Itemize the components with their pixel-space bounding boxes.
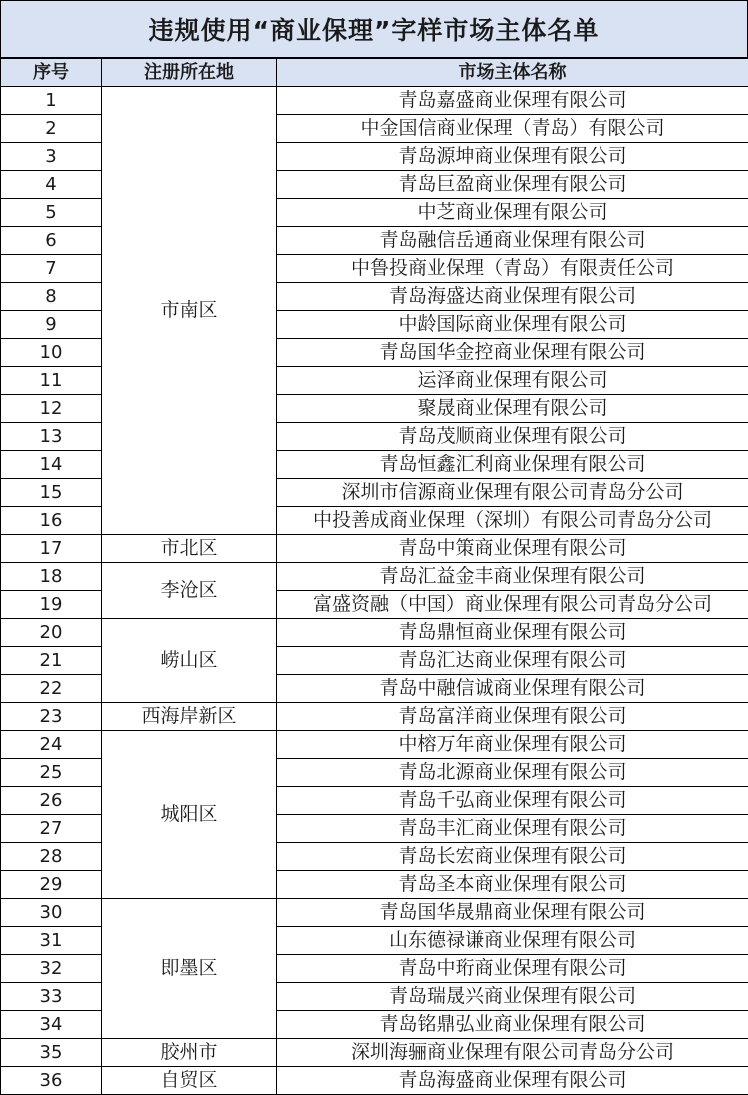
cell-seq[interactable]: 25 bbox=[1, 759, 102, 787]
cell-area[interactable]: 自贸区 bbox=[102, 1067, 277, 1095]
cell-entity-name[interactable]: 青岛瑞晟兴商业保理有限公司 bbox=[277, 983, 748, 1011]
cell-seq[interactable]: 18 bbox=[1, 563, 102, 591]
cell-entity-name[interactable]: 聚晟商业保理有限公司 bbox=[277, 395, 748, 423]
table-row bbox=[1, 619, 748, 647]
cell-entity-name[interactable]: 山东德禄谦商业保理有限公司 bbox=[277, 927, 748, 955]
cell-entity-name[interactable]: 青岛源坤商业保理有限公司 bbox=[277, 143, 748, 171]
cell-seq[interactable]: 28 bbox=[1, 843, 102, 871]
cell-area[interactable]: 即墨区 bbox=[102, 899, 277, 1039]
cell-seq[interactable]: 16 bbox=[1, 507, 102, 535]
cell-area[interactable]: 崂山区 bbox=[102, 619, 277, 703]
cell-seq[interactable]: 30 bbox=[1, 899, 102, 927]
cell-entity-name[interactable]: 中鲁投商业保理（青岛）有限责任公司 bbox=[277, 255, 748, 283]
cell-seq[interactable]: 31 bbox=[1, 927, 102, 955]
cell-entity-name[interactable]: 青岛铭鼎弘业商业保理有限公司 bbox=[277, 1011, 748, 1039]
cell-seq[interactable]: 11 bbox=[1, 367, 102, 395]
cell-seq[interactable]: 9 bbox=[1, 311, 102, 339]
cell-entity-name[interactable]: 深圳海骊商业保理有限公司青岛分公司 bbox=[277, 1039, 748, 1067]
cell-seq[interactable]: 5 bbox=[1, 199, 102, 227]
cell-seq[interactable]: 23 bbox=[1, 703, 102, 731]
cell-seq[interactable]: 13 bbox=[1, 423, 102, 451]
cell-entity-name[interactable]: 中芝商业保理有限公司 bbox=[277, 199, 748, 227]
cell-entity-name[interactable]: 青岛鼎恒商业保理有限公司 bbox=[277, 619, 748, 647]
table-row bbox=[1, 1039, 748, 1067]
cell-entity-name[interactable]: 青岛嘉盛商业保理有限公司 bbox=[277, 87, 748, 115]
cell-seq[interactable]: 29 bbox=[1, 871, 102, 899]
cell-entity-name[interactable]: 青岛恒鑫汇利商业保理有限公司 bbox=[277, 451, 748, 479]
cell-entity-name[interactable]: 青岛富洋商业保理有限公司 bbox=[277, 703, 748, 731]
cell-seq[interactable]: 24 bbox=[1, 731, 102, 759]
cell-seq[interactable]: 26 bbox=[1, 787, 102, 815]
cell-entity-name[interactable]: 青岛长宏商业保理有限公司 bbox=[277, 843, 748, 871]
cell-seq[interactable]: 8 bbox=[1, 283, 102, 311]
cell-entity-name[interactable]: 青岛中融信诚商业保理有限公司 bbox=[277, 675, 748, 703]
header-row bbox=[1, 59, 748, 87]
cell-seq[interactable]: 32 bbox=[1, 955, 102, 983]
cell-area[interactable]: 西海岸新区 bbox=[102, 703, 277, 731]
header-area[interactable]: 注册所在地 bbox=[102, 59, 277, 87]
cell-entity-name[interactable]: 青岛海盛达商业保理有限公司 bbox=[277, 283, 748, 311]
table-body bbox=[1, 87, 748, 1095]
header-seq[interactable]: 序号 bbox=[1, 59, 102, 87]
header-name[interactable]: 市场主体名称 bbox=[277, 59, 748, 87]
cell-seq[interactable]: 35 bbox=[1, 1039, 102, 1067]
cell-seq[interactable]: 7 bbox=[1, 255, 102, 283]
cell-entity-name[interactable]: 青岛圣本商业保理有限公司 bbox=[277, 871, 748, 899]
cell-seq[interactable]: 20 bbox=[1, 619, 102, 647]
cell-entity-name[interactable]: 青岛国华晟鼎商业保理有限公司 bbox=[277, 899, 748, 927]
cell-area[interactable]: 城阳区 bbox=[102, 731, 277, 899]
cell-seq[interactable]: 36 bbox=[1, 1067, 102, 1095]
cell-seq[interactable]: 3 bbox=[1, 143, 102, 171]
cell-seq[interactable]: 14 bbox=[1, 451, 102, 479]
cell-seq[interactable]: 15 bbox=[1, 479, 102, 507]
cell-seq[interactable]: 22 bbox=[1, 675, 102, 703]
cell-seq[interactable]: 21 bbox=[1, 647, 102, 675]
cell-area[interactable]: 市北区 bbox=[102, 535, 277, 563]
cell-entity-name[interactable]: 青岛千弘商业保理有限公司 bbox=[277, 787, 748, 815]
table-row bbox=[1, 87, 748, 115]
cell-seq[interactable]: 1 bbox=[1, 87, 102, 115]
cell-seq[interactable]: 33 bbox=[1, 983, 102, 1011]
cell-entity-name[interactable]: 青岛汇益金丰商业保理有限公司 bbox=[277, 563, 748, 591]
cell-seq[interactable]: 27 bbox=[1, 815, 102, 843]
cell-entity-name[interactable]: 运泽商业保理有限公司 bbox=[277, 367, 748, 395]
cell-seq[interactable]: 17 bbox=[1, 535, 102, 563]
cell-entity-name[interactable]: 青岛丰汇商业保理有限公司 bbox=[277, 815, 748, 843]
cell-entity-name[interactable]: 青岛融信岳通商业保理有限公司 bbox=[277, 227, 748, 255]
cell-seq[interactable]: 10 bbox=[1, 339, 102, 367]
cell-area[interactable]: 李沧区 bbox=[102, 563, 277, 619]
cell-entity-name[interactable]: 青岛汇达商业保理有限公司 bbox=[277, 647, 748, 675]
cell-entity-name[interactable]: 深圳市信源商业保理有限公司青岛分公司 bbox=[277, 479, 748, 507]
cell-entity-name[interactable]: 青岛茂顺商业保理有限公司 bbox=[277, 423, 748, 451]
cell-entity-name[interactable]: 青岛中策商业保理有限公司 bbox=[277, 535, 748, 563]
table-row bbox=[1, 703, 748, 731]
cell-seq[interactable]: 6 bbox=[1, 227, 102, 255]
cell-entity-name[interactable]: 青岛北源商业保理有限公司 bbox=[277, 759, 748, 787]
cell-entity-name[interactable]: 中金国信商业保理（青岛）有限公司 bbox=[277, 115, 748, 143]
cell-seq[interactable]: 2 bbox=[1, 115, 102, 143]
table-row bbox=[1, 535, 748, 563]
cell-seq[interactable]: 12 bbox=[1, 395, 102, 423]
cell-entity-name[interactable]: 中投善成商业保理（深圳）有限公司青岛分公司 bbox=[277, 507, 748, 535]
page-title: 违规使用“商业保理”字样市场主体名单 bbox=[0, 0, 748, 58]
cell-seq[interactable]: 19 bbox=[1, 591, 102, 619]
cell-area[interactable]: 市南区 bbox=[102, 87, 277, 535]
cell-seq[interactable]: 34 bbox=[1, 1011, 102, 1039]
table-row bbox=[1, 899, 748, 927]
cell-entity-name[interactable]: 富盛资融（中国）商业保理有限公司青岛分公司 bbox=[277, 591, 748, 619]
entity-table bbox=[0, 58, 748, 1095]
cell-seq[interactable]: 4 bbox=[1, 171, 102, 199]
table-row bbox=[1, 731, 748, 759]
cell-entity-name[interactable]: 青岛海盛商业保理有限公司 bbox=[277, 1067, 748, 1095]
cell-entity-name[interactable]: 中龄国际商业保理有限公司 bbox=[277, 311, 748, 339]
cell-entity-name[interactable]: 中榕万年商业保理有限公司 bbox=[277, 731, 748, 759]
table-row bbox=[1, 1067, 748, 1095]
cell-entity-name[interactable]: 青岛中珩商业保理有限公司 bbox=[277, 955, 748, 983]
cell-entity-name[interactable]: 青岛巨盈商业保理有限公司 bbox=[277, 171, 748, 199]
table-row bbox=[1, 563, 748, 591]
cell-area[interactable]: 胶州市 bbox=[102, 1039, 277, 1067]
cell-entity-name[interactable]: 青岛国华金控商业保理有限公司 bbox=[277, 339, 748, 367]
